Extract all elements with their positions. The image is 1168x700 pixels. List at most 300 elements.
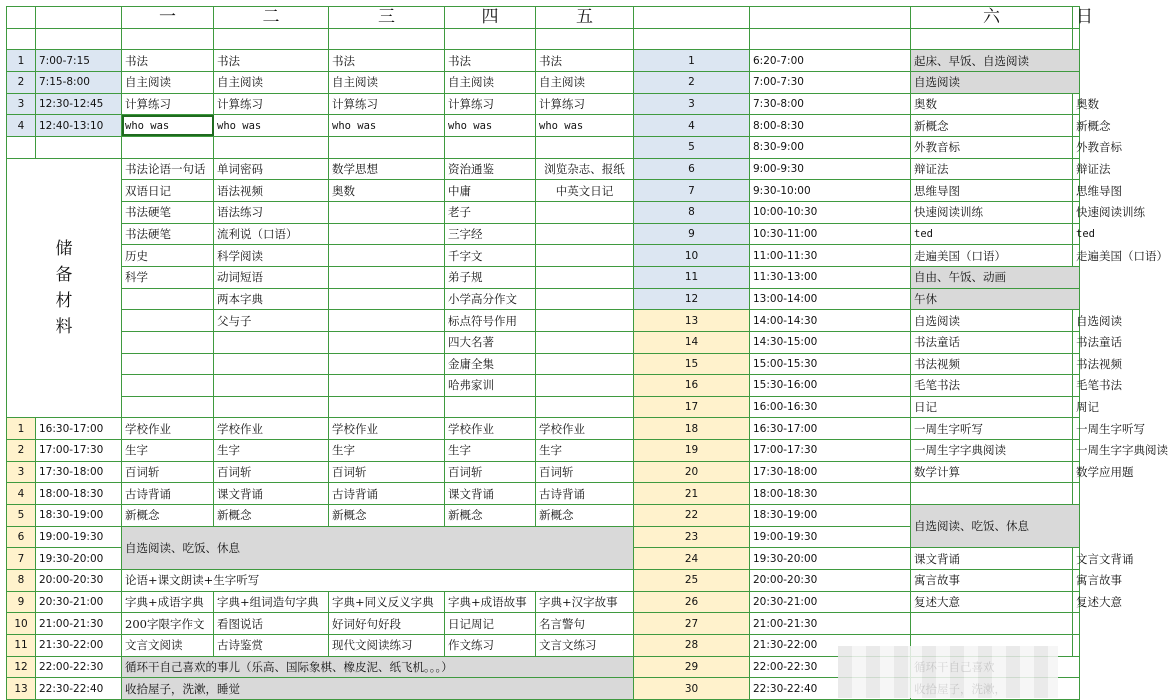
schedule-cell[interactable]: 书法论语一句话 [122,158,214,180]
schedule-cell[interactable] [329,353,445,375]
table-row [7,331,1080,353]
row-number[interactable]: 16 [634,375,750,397]
schedule-cell[interactable] [214,28,329,50]
row-number[interactable]: 6 [7,526,36,548]
schedule-cell[interactable]: 资治通鉴 [445,158,536,180]
row-number[interactable]: 7 [634,180,750,202]
schedule-cell[interactable]: 自选阅读 [911,310,1073,332]
schedule-cell[interactable] [536,266,634,288]
schedule-cell[interactable] [122,396,214,418]
schedule-body [7,7,1168,700]
row-number[interactable]: 26 [634,591,750,613]
table-row [7,93,1080,115]
row-number[interactable]: 1 [7,418,36,440]
schedule-cell[interactable]: 三字经 [445,223,536,245]
schedule-cell[interactable]: 文言文练习 [536,635,634,657]
table-row [7,71,1080,93]
schedule-cell[interactable]: 收拾屋子，洗漱，睡觉 [122,678,634,700]
time-slot[interactable]: 19:30-20:00 [750,548,911,570]
schedule-cell[interactable]: 计算练习 [329,93,445,115]
row-number[interactable]: 17 [634,396,750,418]
schedule-cell[interactable]: 古诗背诵 [536,483,634,505]
row-number[interactable]: 14 [634,331,750,353]
schedule-cell[interactable]: 日记周记 [445,613,536,635]
schedule-cell[interactable]: 周记 [1073,396,1080,418]
schedule-cell[interactable]: 毛笔书法 [911,375,1073,397]
time-slot[interactable]: 17:30-18:00 [36,461,122,483]
row-number[interactable]: 13 [7,678,36,700]
schedule-cell[interactable]: 书法 [122,50,214,72]
row-number[interactable]: 2 [634,71,750,93]
schedule-cell[interactable]: 标点符号作用 [445,310,536,332]
schedule-cell[interactable]: 外教音标 [911,136,1073,158]
schedule-cell[interactable]: 自由、午饭、动画 [911,266,1080,288]
schedule-cell[interactable] [122,136,214,158]
time-slot[interactable]: 9:30-10:00 [750,180,911,202]
schedule-cell[interactable] [536,331,634,353]
time-slot[interactable]: 17:00-17:30 [750,440,911,462]
schedule-cell[interactable]: 奥数 [911,93,1073,115]
table-row [7,353,1080,375]
time-slot[interactable]: 13:00-14:00 [750,288,911,310]
schedule-cell[interactable]: 新概念 [1073,115,1080,137]
schedule-cell[interactable]: 思维导图 [911,180,1073,202]
time-slot[interactable]: 16:30-17:00 [36,418,122,440]
schedule-cell[interactable]: 书法硬笔 [122,223,214,245]
time-slot[interactable] [750,28,911,50]
schedule-cell[interactable]: 快速阅读训练 [911,201,1073,223]
schedule-cell[interactable]: 午休 [911,288,1080,310]
schedule-cell[interactable] [214,353,329,375]
schedule-cell[interactable]: 小学高分作文 [445,288,536,310]
row-number[interactable]: 10 [634,245,750,267]
time-slot[interactable]: 16:00-16:30 [750,396,911,418]
schedule-cell[interactable]: 古诗背诵 [329,483,445,505]
schedule-cell[interactable]: 字典+组词造句字典 [214,591,329,613]
time-slot[interactable]: 18:30-19:00 [36,505,122,527]
time-slot[interactable]: 16:30-17:00 [750,418,911,440]
schedule-cell[interactable] [536,201,634,223]
schedule-cell[interactable]: 现代文阅读练习 [329,635,445,657]
time-slot[interactable]: 15:00-15:30 [750,353,911,375]
header-blank [7,7,36,29]
schedule-cell[interactable] [329,28,445,50]
time-slot[interactable]: 20:30-21:00 [750,591,911,613]
time-slot[interactable]: 18:00-18:30 [750,483,911,505]
schedule-cell[interactable]: 科学 [122,266,214,288]
row-number[interactable]: 25 [634,570,750,592]
schedule-cell[interactable] [536,223,634,245]
time-slot[interactable]: 22:30-22:40 [36,678,122,700]
time-slot[interactable] [36,28,122,50]
time-slot[interactable]: 8:30-9:00 [750,136,911,158]
schedule-cell[interactable]: 自主阅读 [122,71,214,93]
schedule-cell[interactable]: 单词密码 [214,158,329,180]
schedule-cell[interactable]: 200字限字作文 [122,613,214,635]
schedule-cell[interactable]: 书法 [329,50,445,72]
schedule-cell[interactable]: 课文背诵 [214,483,329,505]
row-number[interactable]: 30 [634,678,750,700]
schedule-cell[interactable]: 动词短语 [214,266,329,288]
schedule-cell[interactable]: 语法视频 [214,180,329,202]
time-slot[interactable]: 22:00-22:30 [750,656,911,678]
schedule-cell[interactable] [536,375,634,397]
schedule-cell[interactable]: 自选阅读 [1073,310,1080,332]
time-slot[interactable]: 17:30-18:00 [750,461,911,483]
schedule-cell[interactable]: who was [214,115,329,137]
time-slot[interactable]: 7:00-7:30 [750,71,911,93]
time-slot[interactable]: 14:00-14:30 [750,310,911,332]
schedule-cell[interactable]: 百词斩 [536,461,634,483]
schedule-cell[interactable]: 一周生字听写 [1073,418,1080,440]
schedule-cell[interactable] [911,613,1073,635]
table-row [7,50,1080,72]
row-number[interactable]: 4 [7,115,36,137]
schedule-cell[interactable]: 新概念 [536,505,634,527]
schedule-cell[interactable] [122,288,214,310]
schedule-cell[interactable] [122,310,214,332]
schedule-cell[interactable]: 走遍美国（口语） [911,245,1073,267]
schedule-cell[interactable]: 走遍美国（口语） [1073,245,1080,267]
schedule-cell[interactable]: 自选阅读 [911,71,1080,93]
schedule-cell[interactable]: 学校作业 [214,418,329,440]
time-slot[interactable]: 15:30-16:00 [750,375,911,397]
time-slot[interactable]: 20:00-20:30 [750,570,911,592]
row-number[interactable]: 8 [634,201,750,223]
schedule-cell[interactable]: 寓言故事 [1073,570,1080,592]
table-row [7,266,1080,288]
time-slot[interactable]: 21:00-21:30 [36,613,122,635]
schedule-cell[interactable]: 计算练习 [445,93,536,115]
schedule-cell[interactable] [1073,28,1080,50]
schedule-cell[interactable]: 千字文 [445,245,536,267]
schedule-cell[interactable]: 日记 [911,396,1073,418]
schedule-cell[interactable]: 字典+成语故事 [445,591,536,613]
time-slot[interactable]: 22:30-22:40 [750,678,911,700]
schedule-cell[interactable]: 自主阅读 [536,71,634,93]
schedule-cell[interactable]: 字典+同义反义字典 [329,591,445,613]
row-number[interactable]: 4 [634,115,750,137]
time-slot[interactable]: 20:30-21:00 [36,591,122,613]
schedule-cell[interactable]: 流利说（口语） [214,223,329,245]
schedule-cell[interactable]: 作文练习 [445,635,536,657]
row-number[interactable]: 9 [7,591,36,613]
schedule-cell[interactable]: 老子 [445,201,536,223]
row-number[interactable]: 2 [7,71,36,93]
schedule-cell[interactable]: 书法 [536,50,634,72]
schedule-cell[interactable]: 金庸全集 [445,353,536,375]
schedule-cell[interactable] [214,136,329,158]
schedule-cell[interactable]: 毛笔书法 [1073,375,1080,397]
schedule-cell[interactable]: 浏览杂志、报纸 [536,158,634,180]
row-number[interactable]: 9 [634,223,750,245]
schedule-cell[interactable]: 数学思想 [329,158,445,180]
schedule-cell[interactable]: 自主阅读 [329,71,445,93]
day-header: 五 [536,7,634,29]
schedule-cell[interactable] [329,245,445,267]
row-number[interactable]: 15 [634,353,750,375]
schedule-cell[interactable]: who was [445,115,536,137]
header-blank [634,7,750,29]
time-slot[interactable]: 11:00-11:30 [750,245,911,267]
schedule-cell[interactable] [911,28,1073,50]
schedule-cell[interactable]: 学校作业 [122,418,214,440]
schedule-cell[interactable]: 名言警句 [536,613,634,635]
schedule-cell[interactable]: 自主阅读 [445,71,536,93]
schedule-cell[interactable]: 一周生字字典阅读 [911,440,1073,462]
row-number[interactable]: 22 [634,505,750,527]
schedule-cell[interactable] [122,28,214,50]
time-slot[interactable]: 17:00-17:30 [36,440,122,462]
time-slot[interactable]: 7:30-8:00 [750,93,911,115]
schedule-cell[interactable]: 四大名著 [445,331,536,353]
row-number[interactable]: 2 [7,440,36,462]
schedule-cell[interactable]: 自选阅读、吃饭、休息 [911,505,1080,548]
row-number[interactable]: 19 [634,440,750,462]
schedule-cell[interactable] [214,331,329,353]
schedule-cell[interactable]: 寓言故事 [911,570,1073,592]
schedule-cell[interactable] [329,375,445,397]
schedule-cell[interactable]: 课文背诵 [911,548,1073,570]
schedule-cell[interactable]: 科学阅读 [214,245,329,267]
schedule-cell[interactable]: 字典+汉字故事 [536,591,634,613]
time-slot[interactable]: 18:00-18:30 [36,483,122,505]
schedule-cell[interactable] [214,375,329,397]
time-slot[interactable]: 18:30-19:00 [750,505,911,527]
table-row [7,310,1080,332]
schedule-cell[interactable]: who was [122,115,214,137]
schedule-cell[interactable]: 新概念 [911,115,1073,137]
schedule-cell[interactable]: 自主阅读 [214,71,329,93]
schedule-cell[interactable]: 学校作业 [536,418,634,440]
schedule-cell[interactable]: 论语+课文朗读+生字听写 [122,570,634,592]
schedule-cell[interactable]: 书法视频 [911,353,1073,375]
schedule-cell[interactable] [536,288,634,310]
schedule-cell[interactable]: 循环干自己喜欢的事儿（乐高、国际象棋、橡皮泥、纸飞机。。。） [122,656,634,678]
schedule-cell[interactable]: 计算练习 [122,93,214,115]
schedule-cell[interactable]: 辩证法 [1073,158,1080,180]
schedule-cell[interactable]: who was [536,115,634,137]
schedule-cell[interactable]: 书法童话 [911,331,1073,353]
schedule-cell[interactable]: 辩证法 [911,158,1073,180]
row-number[interactable]: 29 [634,656,750,678]
schedule-cell[interactable]: 百词斩 [445,461,536,483]
schedule-cell[interactable] [445,396,536,418]
schedule-cell[interactable]: ted [911,223,1073,245]
time-slot[interactable] [36,136,122,158]
time-slot[interactable]: 19:00-19:30 [36,526,122,548]
schedule-cell[interactable]: 书法 [445,50,536,72]
row-number[interactable]: 27 [634,613,750,635]
schedule-cell[interactable]: 外教音标 [1073,136,1080,158]
time-slot[interactable]: 14:30-15:00 [750,331,911,353]
schedule-cell[interactable]: 一周生字字典阅读 [1073,440,1080,462]
time-slot[interactable]: 21:30-22:00 [36,635,122,657]
schedule-cell[interactable]: 百词斩 [329,461,445,483]
schedule-cell[interactable]: 书法硬笔 [122,201,214,223]
row-number[interactable]: 7 [7,548,36,570]
schedule-cell[interactable]: 历史 [122,245,214,267]
row-number[interactable]: 3 [7,461,36,483]
table-row [7,136,1080,158]
row-number[interactable]: 21 [634,483,750,505]
schedule-cell[interactable] [536,353,634,375]
schedule-cell[interactable]: 起床、早饭、自选阅读 [911,50,1080,72]
row-number[interactable]: 5 [7,505,36,527]
row-number[interactable] [7,28,36,50]
schedule-cell[interactable]: 新概念 [122,505,214,527]
schedule-cell[interactable]: 奥数 [329,180,445,202]
schedule-cell[interactable] [445,136,536,158]
row-number[interactable] [634,28,750,50]
time-slot[interactable]: 19:30-20:00 [36,548,122,570]
schedule-cell[interactable]: 看图说话 [214,613,329,635]
schedule-cell[interactable]: ted [1073,223,1080,245]
schedule-cell[interactable]: 好词好句好段 [329,613,445,635]
schedule-cell[interactable] [911,483,1073,505]
time-slot[interactable]: 7:00-7:15 [36,50,122,72]
row-number[interactable]: 20 [634,461,750,483]
table-row [7,180,1080,202]
schedule-cell[interactable]: 书法视频 [1073,353,1080,375]
schedule-cell[interactable] [214,396,329,418]
schedule-cell[interactable]: 数学计算 [911,461,1073,483]
table-row [7,28,1080,50]
row-number[interactable]: 12 [634,288,750,310]
time-slot[interactable]: 22:00-22:30 [36,656,122,678]
schedule-cell[interactable] [536,136,634,158]
schedule-cell[interactable]: 语法练习 [214,201,329,223]
schedule-cell[interactable]: 学校作业 [329,418,445,440]
schedule-cell[interactable]: 思维导图 [1073,180,1080,202]
schedule-cell[interactable]: 学校作业 [445,418,536,440]
time-slot[interactable]: 12:30-12:45 [36,93,122,115]
row-number[interactable]: 1 [634,50,750,72]
time-slot[interactable]: 21:00-21:30 [750,613,911,635]
row-number[interactable] [7,136,36,158]
schedule-cell[interactable] [329,288,445,310]
schedule-cell[interactable]: 奥数 [1073,93,1080,115]
schedule-cell[interactable]: 百词斩 [214,461,329,483]
schedule-cell[interactable]: 一周生字听写 [911,418,1073,440]
schedule-cell[interactable]: 新概念 [329,505,445,527]
schedule-cell[interactable]: 古诗鉴赏 [214,635,329,657]
schedule-cell[interactable]: 双语日记 [122,180,214,202]
schedule-cell[interactable]: 生字 [214,440,329,462]
schedule-cell[interactable] [1073,635,1080,657]
schedule-cell[interactable]: 字典+成语字典 [122,591,214,613]
time-slot[interactable]: 21:30-22:00 [750,635,911,657]
schedule-cell[interactable]: 生字 [445,440,536,462]
row-number[interactable]: 18 [634,418,750,440]
row-number[interactable]: 13 [634,310,750,332]
row-number[interactable]: 12 [7,656,36,678]
schedule-cell[interactable]: who was [329,115,445,137]
schedule-cell[interactable] [329,201,445,223]
schedule-cell[interactable]: 计算练习 [214,93,329,115]
schedule-cell[interactable]: 百词斩 [122,461,214,483]
schedule-cell[interactable] [1073,483,1080,505]
schedule-cell[interactable]: 数学应用题 [1073,461,1080,483]
schedule-cell[interactable] [329,396,445,418]
time-slot[interactable]: 7:15-8:00 [36,71,122,93]
header-row [7,7,1080,29]
schedule-cell[interactable]: 哈弗家训 [445,375,536,397]
schedule-cell[interactable] [329,223,445,245]
schedule-cell[interactable] [122,353,214,375]
time-slot[interactable]: 19:00-19:30 [750,526,911,548]
row-number[interactable]: 3 [7,93,36,115]
time-slot[interactable]: 10:00-10:30 [750,201,911,223]
schedule-cell[interactable] [445,28,536,50]
row-number[interactable]: 11 [634,266,750,288]
schedule-cell[interactable]: 两本字典 [214,288,329,310]
schedule-cell[interactable]: 快速阅读训练 [1073,201,1080,223]
row-number[interactable]: 5 [634,136,750,158]
schedule-cell[interactable]: 课文背诵 [445,483,536,505]
row-number[interactable]: 28 [634,635,750,657]
schedule-cell[interactable] [122,331,214,353]
row-number[interactable]: 23 [634,526,750,548]
row-number[interactable]: 8 [7,570,36,592]
time-slot[interactable]: 8:00-8:30 [750,115,911,137]
row-number[interactable]: 10 [7,613,36,635]
schedule-cell[interactable]: 生字 [536,440,634,462]
schedule-cell[interactable]: 书法童话 [1073,331,1080,353]
time-slot[interactable]: 9:00-9:30 [750,158,911,180]
schedule-cell[interactable]: 新概念 [214,505,329,527]
schedule-cell[interactable]: 书法 [214,50,329,72]
schedule-cell[interactable]: 中英文日记 [536,180,634,202]
schedule-cell[interactable] [329,310,445,332]
schedule-cell[interactable]: 文言文背诵 [1073,548,1080,570]
schedule-cell[interactable] [536,396,634,418]
day-header: 六 [911,7,1073,29]
row-number[interactable]: 24 [634,548,750,570]
schedule-cell[interactable]: 复述大意 [1073,591,1080,613]
row-number[interactable]: 1 [7,50,36,72]
schedule-cell[interactable]: 自选阅读、吃饭、休息 [122,526,634,569]
schedule-cell[interactable]: 新概念 [445,505,536,527]
schedule-cell[interactable]: 中庸 [445,180,536,202]
schedule-cell[interactable]: 生字 [122,440,214,462]
schedule-cell[interactable]: 复述大意 [911,591,1073,613]
row-number[interactable]: 6 [634,158,750,180]
schedule-cell[interactable] [329,136,445,158]
schedule-cell[interactable] [536,310,634,332]
time-slot[interactable]: 20:00-20:30 [36,570,122,592]
time-slot[interactable]: 12:40-13:10 [36,115,122,137]
schedule-cell[interactable] [122,375,214,397]
time-slot[interactable]: 6:20-7:00 [750,50,911,72]
schedule-cell[interactable]: 父与子 [214,310,329,332]
schedule-cell[interactable] [536,28,634,50]
schedule-cell[interactable]: 文言文阅读 [122,635,214,657]
row-number[interactable]: 4 [7,483,36,505]
schedule-cell[interactable] [1073,613,1080,635]
row-number[interactable]: 11 [7,635,36,657]
schedule-cell[interactable]: 计算练习 [536,93,634,115]
schedule-cell[interactable] [536,245,634,267]
time-slot[interactable]: 10:30-11:00 [750,223,911,245]
row-number[interactable]: 3 [634,93,750,115]
schedule-cell[interactable]: 生字 [329,440,445,462]
schedule-cell[interactable]: 弟子规 [445,266,536,288]
schedule-cell[interactable]: 古诗背诵 [122,483,214,505]
time-slot[interactable]: 11:30-13:00 [750,266,911,288]
schedule-cell[interactable] [329,331,445,353]
schedule-cell[interactable] [329,266,445,288]
